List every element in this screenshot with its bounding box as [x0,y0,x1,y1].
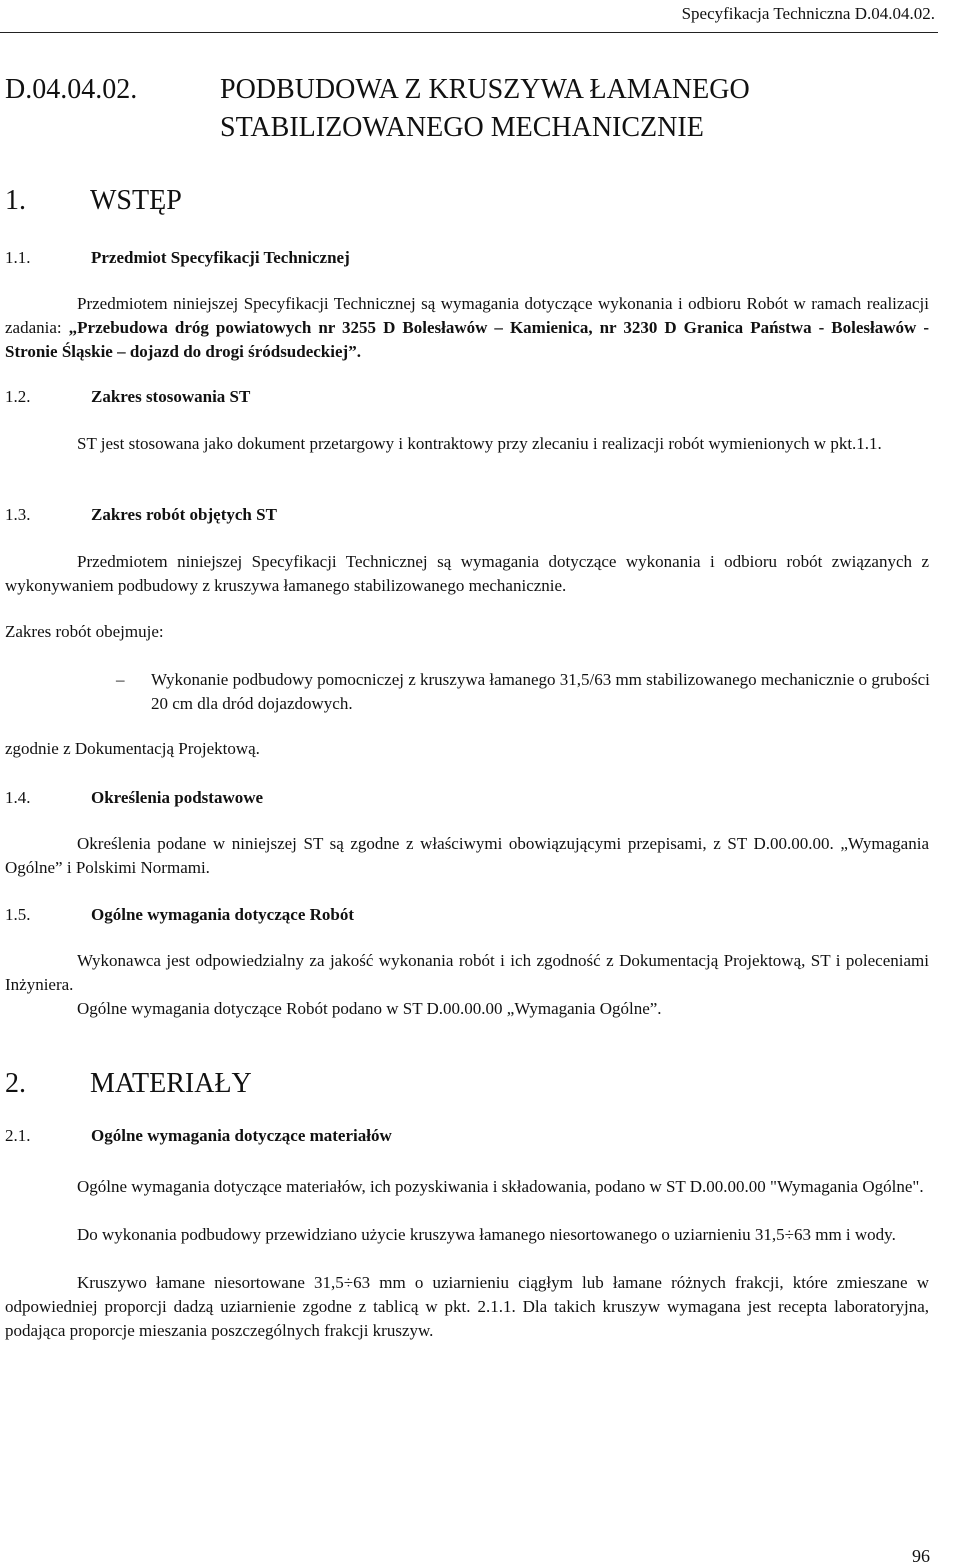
project-name: „Przebudowa dróg powiatowych nr 3255 D Bolesławów – Kamienica, nr 3230 D Granica Państwa - Bolesławów - Stronie Śląskie – dojazd do drogi śródsudeckiej”. [5,318,929,361]
document-code: D.04.04.02. [5,74,138,105]
scope-closing: zgodnie z Dokumentacją Projektową. [5,739,260,758]
header-rule [0,32,938,33]
section-title: MATERIAŁY [90,1068,252,1099]
paragraph-1-3: Przedmiotem niniejszej Specyfikacji Technicznej są wymagania dotyczące wykonania i odbioru robót związanych z wykonywaniem podbudowy z kruszywa łamanego stabilizowanego mechanicznie. [5,552,929,595]
subsection-number: 1.5. [5,905,31,924]
subsection-title: Określenia podstawowe [91,788,264,807]
section-number: 2. [5,1068,26,1099]
paragraph-text: Przedmiotem niniejszej Specyfikacji Technicznej są wymagania dotyczące wykonania i odbioru Robót w ramach realizacji zadania: [5,294,929,337]
scope-label: Zakres robót obejmuje: [5,622,164,641]
subsection-number: 1.4. [5,788,31,807]
section-title: WSTĘP [90,185,182,216]
subsection-title: Zakres robót objętych ST [91,505,277,524]
paragraph-1-2: ST jest stosowana jako dokument przetargowy i kontraktowy przy zlecaniu i realizacji robót wymienionych w pkt.1.1. [77,434,882,453]
subsection-title: Ogólne wymagania dotyczące materiałów [91,1126,392,1145]
subsection-title: Przedmiot Specyfikacji Technicznej [91,248,350,267]
paragraph-2-1a: Ogólne wymagania dotyczące materiałów, ich pozyskiwania i składowania, podano w ST D.00.00.00 "Wymagania Ogólne". [77,1177,924,1196]
paragraph-1-5b: Ogólne wymagania dotyczące Robót podano w ST D.00.00.00 „Wymagania Ogólne”. [77,999,662,1018]
scope-item: Wykonanie podbudowy pomocniczej z kruszywa łamanego 31,5/63 mm stabilizowanego mechanicznie o grubości 20 cm dla dród dojazdowych. [151,670,930,713]
subsection-number: 1.1. [5,248,31,267]
paragraph-1-5a: Wykonawca jest odpowiedzialny za jakość wykonania robót i ich zgodność z Dokumentacją Projektową, ST i poleceniami Inżyniera. [5,951,929,994]
paragraph-2-1b: Do wykonania podbudowy przewidziano użycie kruszywa łamanego niesortowanego o uziarnieniu 31,5÷63 mm i wody. [77,1225,896,1244]
subsection-title: Zakres stosowania ST [91,387,251,406]
page-number: 96 [912,1546,930,1566]
subsection-title: Ogólne wymagania dotyczące Robót [91,905,355,924]
paragraph-1-4: Określenia podane w niniejszej ST są zgodne z właściwymi obowiązującymi przepisami, z ST D.00.00.00. „Wymagania Ogólne” i Polskimi Normami. [5,834,929,877]
section-number: 1. [5,185,26,216]
running-header: Specyfikacja Techniczna D.04.04.02. [681,4,935,23]
bullet-dash-icon: – [116,670,125,689]
paragraph-1-1 [5,292,929,364]
subsection-number: 1.2. [5,387,31,406]
subsection-number: 2.1. [5,1126,31,1145]
paragraph-2-1c: Kruszywo łamane niesortowane 31,5÷63 mm o uziarnieniu ciągłym lub łamane różnych frakcji, które zmieszane w odpowiedniej proporcji dadzą uziarnienie zgodne z tablicą w pkt. 2.1.1. Dla takich kruszyw wymagana jest recepta laboratoryjna, podająca proporcje mieszania poszczególnych frakcji kruszyw. [5,1273,929,1340]
document-title-text: PODBUDOWA Z KRUSZYWA ŁAMANEGO STABILIZOWANEGO MECHANICZNIE [220,74,750,143]
subsection-number: 1.3. [5,505,31,524]
